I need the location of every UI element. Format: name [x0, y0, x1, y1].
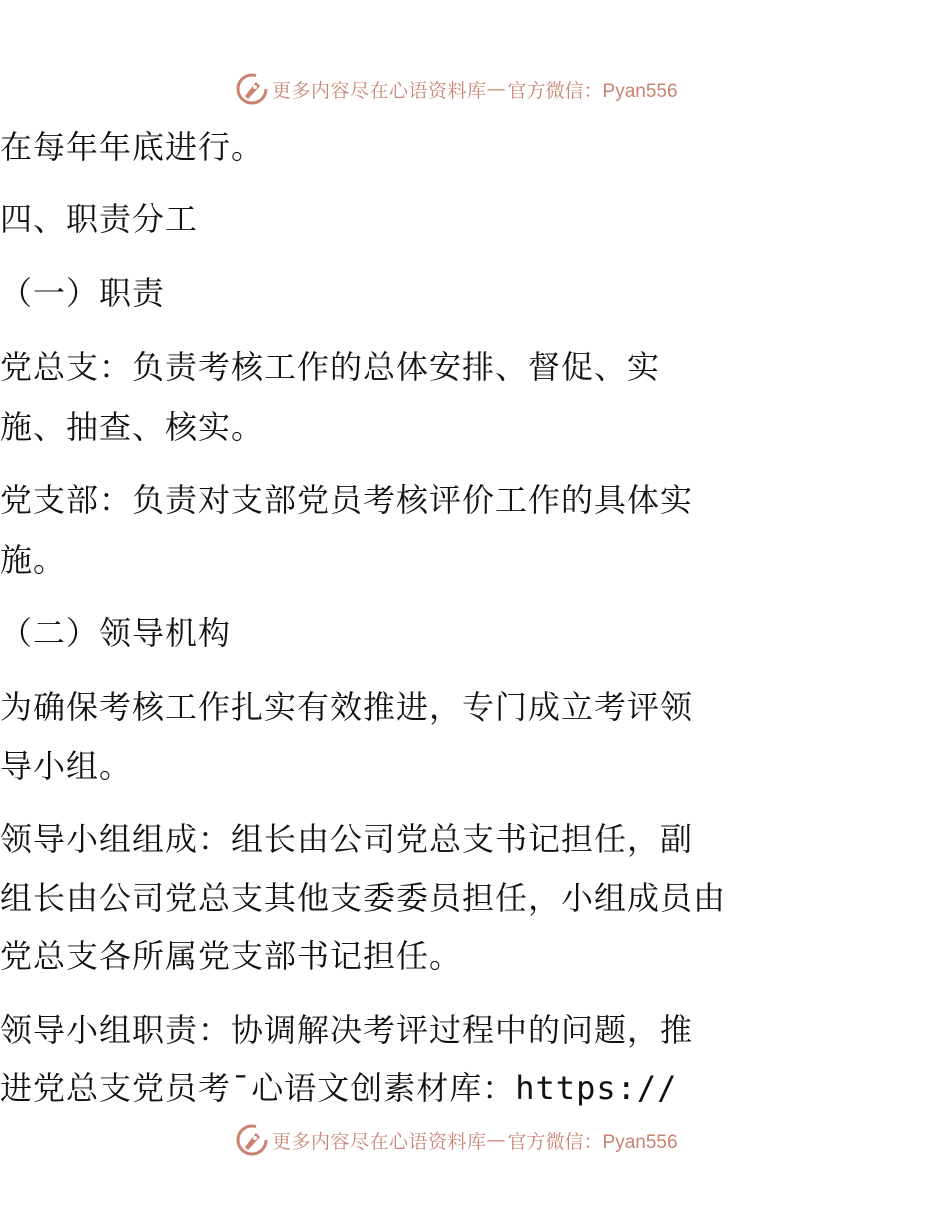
text-line: 领导小组组成：组长由公司党总支书记担任，副	[0, 820, 694, 858]
text-line: 施。	[0, 541, 67, 579]
banner-wechat: 官方微信：Pyan556	[507, 80, 678, 102]
text-line: 领导小组职责：协调解决考评过程中的问题，推	[0, 1011, 694, 1049]
subsection-heading: （二）领导机构	[0, 614, 232, 652]
text-line: 进党总支党员考¯心语文创素材库：https://	[0, 1069, 678, 1107]
text-line: 党总支：负责考核工作的总体安排、督促、实	[0, 348, 661, 386]
pen-nib-logo-icon	[236, 73, 268, 105]
banner-wechat: 官方微信：Pyan556	[507, 1131, 678, 1153]
banner-text: 更多内容尽在心语资料库	[272, 79, 487, 102]
section-heading: 四、职责分工	[0, 200, 199, 238]
banner-separator: —	[486, 1129, 506, 1151]
text-line: 党总支各所属党支部书记担任。	[0, 937, 463, 975]
text-line: 在每年年底进行。	[0, 128, 265, 166]
subsection-heading: （一）职责	[0, 274, 166, 312]
pen-nib-logo-icon	[236, 1124, 268, 1156]
banner-separator: —	[486, 78, 506, 100]
text-line: 组长由公司党总支其他支委委员担任，小组成员由	[0, 879, 727, 917]
text-line: 为确保考核工作扎实有效推进，专门成立考评领	[0, 688, 694, 726]
text-line: 党支部：负责对支部党员考核评价工作的具体实	[0, 481, 694, 519]
text-line: 导小组。	[0, 747, 133, 785]
footer-banner	[236, 1123, 678, 1157]
text-line: 施、抽查、核实。	[0, 408, 265, 446]
banner-text: 更多内容尽在心语资料库	[272, 1130, 487, 1153]
header-banner	[236, 72, 678, 106]
